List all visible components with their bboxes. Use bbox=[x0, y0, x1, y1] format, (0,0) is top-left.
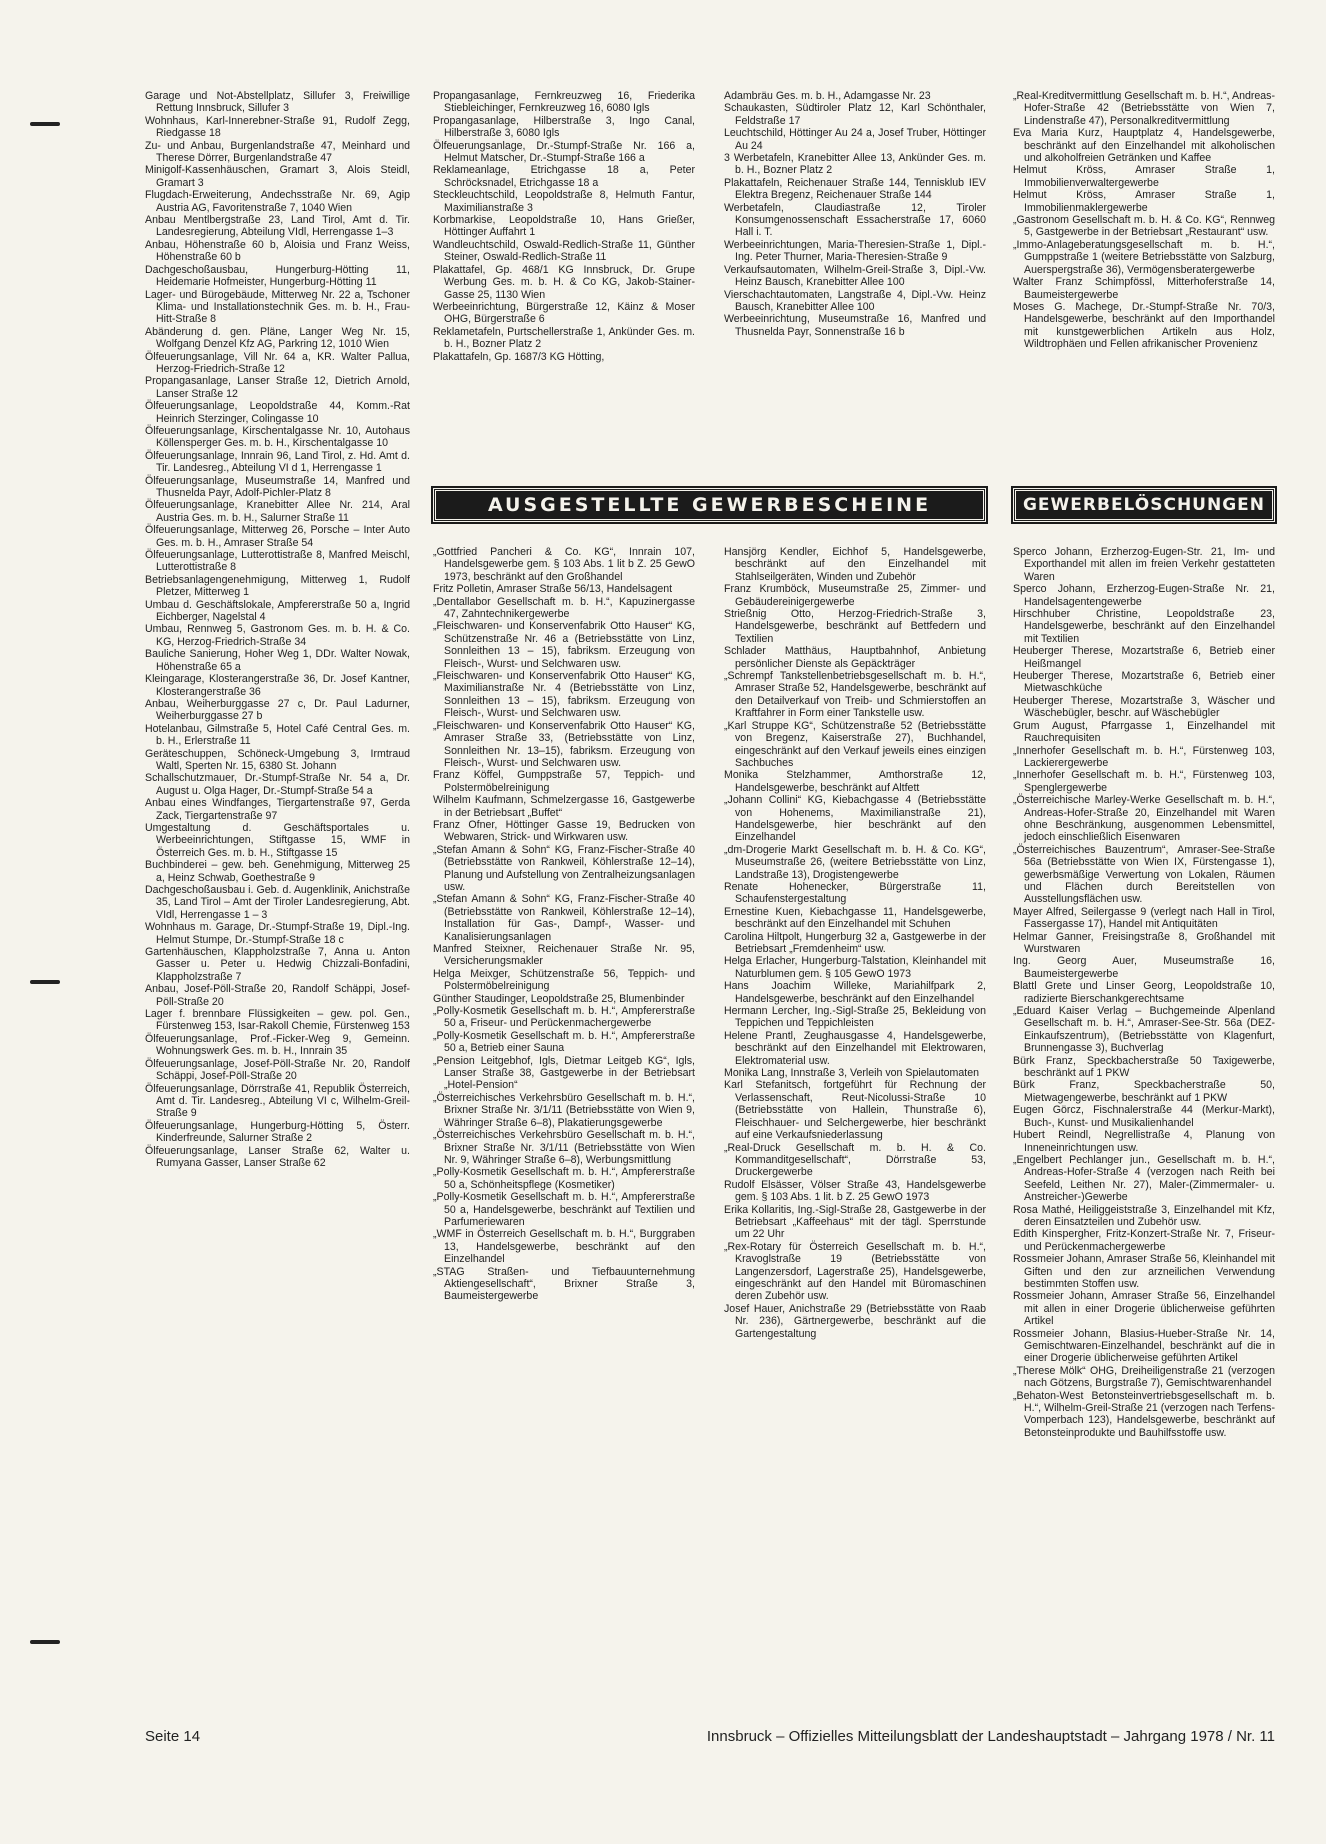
list-item: Ölfeuerungsanlage, Museumstraße 14, Manfred und Thusnelda Payr, Adolf-Pichler-Platz 8 bbox=[145, 474, 410, 499]
list-item: Sperco Johann, Erzherzog-Eugen-Str. 21, Im- und Exporthandel mit allen im freien Verkehr gestatteten Waren bbox=[1013, 546, 1275, 583]
list-item: Helmar Ganner, Freisingstraße 8, Großhandel mit Wurstwaren bbox=[1013, 930, 1275, 955]
list-item: Reklameanlage, Etrichgasse 18 a, Peter Schröcksnadel, Etrichgasse 18 a bbox=[433, 164, 695, 189]
list-item: „Therese Mölk“ OHG, Dreiheiligenstraße 21 (verzogen nach Götzens, Burgstraße 7), Gemischtwarenhandel bbox=[1013, 1364, 1275, 1390]
margin-mark-top bbox=[30, 122, 60, 126]
list-item: „WMF in Österreich Gesellschaft m. b. H.“, Burggraben 13, Handelsgewerbe, beschränkt auf den Einzelhandel bbox=[433, 1228, 695, 1266]
list-item: Flugdach-Erweiterung, Andechsstraße Nr. 69, Agip Austria AG, Favoritenstraße 7, 1040 Wien bbox=[145, 189, 410, 214]
list-item: „Schrempf Tankstellenbetriebsgesellschaft m. b. H.“, Amraser Straße 52, Handelsgewerbe, beschränkt auf den Detailverkauf von Treib- und Schmierstoffen an Kraftfahrer in Form einer Tankstelle usw. bbox=[724, 670, 986, 720]
list-item: Plakattafeln, Reichenauer Straße 144, Tennisklub IEV Elektra Bregenz, Reichenauer Straße 144 bbox=[724, 176, 986, 202]
list-item: Rosa Mathé, Heiliggeiststraße 3, Einzelhandel mit Kfz, deren Einsatzteilen und Zubehör usw. bbox=[1013, 1203, 1275, 1228]
list-item: Steckleuchtschild, Leopoldstraße 8, Helmuth Fantur, Maximilianstraße 3 bbox=[433, 189, 695, 214]
list-item: „Polly-Kosmetik Gesellschaft m. b. H.“, Ampfererstraße 50 a, Schönheitspflege (Kosmetiker) bbox=[433, 1166, 695, 1191]
list-item: Hermann Lercher, Ing.-Sigl-Straße 25, Bekleidung von Teppichen und Teppichleisten bbox=[724, 1005, 986, 1030]
list-item: „Behaton-West Betonsteinvertriebsgesellschaft m. b. H.“, Wilhelm-Greil-Straße 21 (verzogen nach Terfens-Vomperbach 123), Handelsgewerbe, beschränkt auf Betonsteinprodukte und Bauhilfsstoffe usw. bbox=[1013, 1389, 1275, 1439]
list-item: Heuberger Therese, Mozartstraße 6, Betrieb einer Mietwaschküche bbox=[1013, 670, 1275, 695]
list-item: Mayer Alfred, Seilergasse 9 (verlegt nach Hall in Tirol, Fassergasse 17), Handel mit Antiquitäten bbox=[1013, 905, 1275, 931]
list-item: Rossmeier Johann, Amraser Straße 56, Kleinhandel mit Giften und den zur arzneilichen Verwendung bestimmten Stoffen usw. bbox=[1013, 1253, 1275, 1290]
list-item: Bürk Franz, Speckbacherstraße 50, Mietwagengewerbe, beschränkt auf 1 PKW bbox=[1013, 1079, 1275, 1104]
list-item: Edith Kinspergher, Fritz-Konzert-Straße Nr. 7, Friseur- und Perückenmachergewerbe bbox=[1013, 1228, 1275, 1253]
list-item: Ölfeuerungsanlage, Hungerburg-Hötting 5, Österr. Kinderfreunde, Salurner Straße 2 bbox=[145, 1119, 410, 1145]
list-item: Ölfeuerungsanlage, Josef-Pöll-Straße Nr. 20, Randolf Schäppi, Josef-Pöll-Straße 20 bbox=[145, 1057, 410, 1083]
list-item: „Stefan Amann & Sohn“ KG, Franz-Fischer-Straße 40 (Betriebsstätte von Rankweil, Köhlerstraße 12–14), Installation für Gas-, Dampf-, Wasser- und Kanalisierungsanlagen bbox=[433, 893, 695, 943]
list-item: Schlader Matthäus, Hauptbahnhof, Anbietung persönlicher Dienste als Gepäckträger bbox=[724, 645, 986, 670]
list-item: Ölfeuerungsanlage, Lutterottistraße 8, Manfred Meischl, Lutterottistraße 8 bbox=[145, 549, 410, 574]
list-item: „Pension Leitgebhof, Igls, Dietmar Leitgeb KG“, Igls, Lanser Straße 38, Gastgewerbe in der Betriebsart „Hotel-Pension“ bbox=[433, 1054, 695, 1092]
list-item: Gartenhäuschen, Klappholzstraße 7, Anna u. Anton Gasser u. Peter u. Hedwig Chizzali-Bonfadini, Klappholzstraße 7 bbox=[145, 946, 410, 983]
list-item: Adambräu Ges. m. b. H., Adamgasse Nr. 23 bbox=[724, 90, 931, 102]
list-item: Ölfeuerungsanlage, Mitterweg 26, Porsche – Inter Auto Ges. m. b. H., Amraser Straße 54 bbox=[145, 524, 410, 549]
list-item: Wohnhaus m. Garage, Dr.-Stumpf-Straße 19, Dipl.-Ing. Helmut Stumpe, Dr.-Stumpf-Straße 18 c bbox=[145, 921, 410, 946]
list-item: Schaukasten, Südtiroler Platz 12, Karl Schönthaler, Feldstraße 17 bbox=[724, 102, 986, 127]
list-item: „Stefan Amann & Sohn“ KG, Franz-Fischer-Straße 40 (Betriebsstätte von Rankweil, Köhlerstraße 12–14), Planung und Aufstellung von Zentralheizungsanlagen usw. bbox=[433, 843, 695, 893]
list-item: Propangasanlage, Lanser Straße 12, Dietrich Arnold, Lanser Straße 12 bbox=[145, 375, 410, 400]
list-item: Heuberger Therese, Mozartstraße 3, Wäscher und Wäschebügler, beschr. auf Wäschebügler bbox=[1013, 694, 1275, 720]
list-item: Grum August, Pfarrgasse 1, Einzelhandel mit Rauchrequisiten bbox=[1013, 719, 1275, 745]
list-item: „Polly-Kosmetik Gesellschaft m. b. H.“, Ampfererstraße 50 a, Betrieb einer Sauna bbox=[433, 1029, 695, 1055]
list-item: „Innerhofer Gesellschaft m. b. H.“, Fürstenweg 103, Spenglergewerbe bbox=[1013, 769, 1275, 794]
column-4-bottom bbox=[1013, 546, 1275, 1439]
list-item: „Gastronom Gesellschaft m. b. H. & Co. KG“, Rennweg 5, Gastgewerbe in der Betriebsart „Restaurant“ usw. bbox=[1013, 214, 1275, 239]
list-item: „Karl Struppe KG“, Schützenstraße 52 (Betriebsstätte von Bregenz, Kaiserstraße 27), Buchhandel, eingeschränkt auf den Verkauf jeweils eines einzigen Sachbuches bbox=[724, 719, 986, 769]
list-item: „Rex-Rotary für Österreich Gesellschaft m. b. H.“, Kravoglstraße 19 (Betriebsstätte von Langenzersdorf, Lagerstraße 25), Handelsgewerbe, eingeschränkt auf den Handel mit Büromaschinen deren Zubehör usw. bbox=[724, 1240, 986, 1303]
list-item: Dachgeschoßausbau i. Geb. d. Augenklinik, Anichstraße 35, Land Tirol – Amt der Tiroler Landesregierung, Abt. VIdl, Herrengasse 1 – 3 bbox=[145, 884, 410, 921]
list-item: Ölfeuerungsanlage, Dr.-Stumpf-Straße Nr. 166 a, Helmut Matscher, Dr.-Stumpf-Straße 166 a bbox=[433, 139, 695, 165]
list-item: Rudolf Elsässer, Völser Straße 43, Handelsgewerbe gem. § 103 Abs. 1 lit. b Z. 25 GewO 1973 bbox=[724, 1178, 986, 1204]
list-item: Helene Prantl, Zeughausgasse 4, Handelsgewerbe, beschränkt auf den Einzelhandel mit Elektrowaren, Elektromaterial usw. bbox=[724, 1029, 986, 1067]
list-item: Manfred Steixner, Reichenauer Straße Nr. 95, Versicherungsmakler bbox=[433, 943, 695, 968]
list-item: Eva Maria Kurz, Hauptplatz 4, Handelsgewerbe, beschränkt auf den Einzelhandel mit alkoholischen und alkoholfreien Getränken und Kaffee bbox=[1013, 127, 1275, 165]
list-item: Ernestine Kuen, Kiebachgasse 11, Handelsgewerbe, beschränkt auf den Einzelhandel mit Schuhen bbox=[724, 905, 986, 931]
list-item: Moses G. Machege, Dr.-Stumpf-Straße Nr. 70/3, Handelsgewerbe, beschränkt auf den Importhandel mit kunstgewerblichen Artikeln aus Holz, Wildtrophäen und Fellen afrikanischer Provenienz bbox=[1013, 300, 1275, 351]
list-item: Ing. Georg Auer, Museumstraße 16, Baumeistergewerbe bbox=[1013, 955, 1275, 980]
list-item: Monika Stelzhammer, Amthorstraße 12, Handelsgewerbe, beschränkt auf Altfett bbox=[724, 769, 986, 794]
list-item: Helga Meixger, Schützenstraße 56, Teppich- und Polstermöbelreinigung bbox=[433, 967, 695, 993]
list-item: Carolina Hiltpolt, Hungerburg 32 a, Gastgewerbe in der Betriebsart „Fremdenheim“ usw. bbox=[724, 930, 986, 955]
column-3-top bbox=[724, 90, 986, 338]
column-4-top bbox=[1013, 90, 1275, 351]
list-item: Ölfeuerungsanlage, Lanser Straße 62, Walter u. Rumyana Gasser, Lanser Straße 62 bbox=[145, 1144, 410, 1169]
list-item: Buchbinderei – gew. beh. Genehmigung, Mitterweg 25 a, Heinz Schwab, Goethestraße 9 bbox=[145, 859, 410, 884]
list-item: „Österreichisches Verkehrsbüro Gesellschaft m. b. H.“, Brixner Straße Nr. 3/1/11 (Betriebsstätte von Wien Nr. 9, Währinger Straße 6–8), Werbungsmittlung bbox=[433, 1129, 695, 1166]
list-item: Hirschhuber Christine, Leopoldstraße 23, Handelsgewerbe, beschränkt auf den Einzelhandel mit Textilien bbox=[1013, 608, 1275, 645]
list-item: „Real-Kreditvermittlung Gesellschaft m. b. H.“, Andreas-Hofer-Straße 42 (Betriebsstätte von Wien 7, Lindenstraße 47), Personalkreditvermittlung bbox=[1013, 90, 1275, 127]
list-item: Verkaufsautomaten, Wilhelm-Greil-Straße 3, Dipl.-Vw. Heinz Bausch, Kranebitter Allee 100 bbox=[724, 263, 986, 289]
masthead: Innsbruck – Offizielles Mitteilungsblatt der Landeshauptstadt – Jahrgang 1978 / Nr. 11 bbox=[706, 1728, 1275, 1745]
list-item: Abänderung d. gen. Pläne, Langer Weg Nr. 15, Wolfgang Denzel Kfz AG, Parkring 12, 1010 Wien bbox=[145, 325, 410, 351]
list-item: Werbeeinrichtung, Bürgerstraße 12, Käinz & Moser OHG, Bürgerstraße 6 bbox=[433, 300, 695, 326]
list-item: Ölfeuerungsanlage, Innrain 96, Land Tirol, z. Hd. Amt d. Tir. Landesreg., Abteilung VI d 1, Herrengasse 1 bbox=[145, 449, 410, 475]
list-item: „Polly-Kosmetik Gesellschaft m. b. H.“, Ampfererstraße 50 a, Friseur- und Perückenmachergewerbe bbox=[433, 1005, 695, 1030]
list-item: Anbau, Höhenstraße 60 b, Aloisia und Franz Weiss, Höhenstraße 60 b bbox=[145, 238, 410, 264]
list-item: Monika Lang, Innstraße 3, Verleih von Spielautomaten bbox=[724, 1067, 979, 1080]
list-item: Ölfeuerungsanlage, Vill Nr. 64 a, KR. Walter Pallua, Herzog-Friedrich-Straße 12 bbox=[145, 350, 410, 375]
list-item: Dachgeschoßausbau, Hungerburg-Hötting 11, Heidemarie Hofmeister, Hungerburg-Hötting 11 bbox=[145, 263, 410, 289]
list-item: Anbau eines Windfanges, Tiergartenstraße 97, Gerda Zack, Tiergartenstraße 97 bbox=[145, 797, 410, 822]
list-item: „Österreichische Marley-Werke Gesellschaft m. b. H.“, Andreas-Hofer-Straße 20, Einzelhandel mit Waren ohne Beschränkung, ausgenommen Lebensmittel, jedoch einschließlich Eisenwaren bbox=[1013, 794, 1275, 844]
list-item: Plakattafel, Gp. 468/1 KG Innsbruck, Dr. Grupe Werbung Ges. m. b. H. & Co KG, Jakob-Stainer-Gasse 25, 1130 Wien bbox=[433, 263, 695, 301]
list-item: Hansjörg Kendler, Eichhof 5, Handelsgewerbe, beschränkt auf den Einzelhandel mit Stahlseilgeräten, Winden und Zubehör bbox=[724, 546, 986, 583]
list-item: Ölfeuerungsanlage, Prof.-Ficker-Weg 9, Gemeinn. Wohnungswerk Ges. m. b. H., Innrain 35 bbox=[145, 1032, 410, 1058]
list-item: Plakattafeln, Gp. 1687/3 KG Hötting, bbox=[433, 350, 605, 363]
list-item: „Österreichisches Verkehrsbüro Gesellschaft m. b. H.“, Brixner Straße Nr. 3/1/11 (Betriebsstätte von Wien 9, Währinger Straße 6–8), Plakatierungsgewerbe bbox=[433, 1091, 695, 1129]
list-item: Anbau, Weiherburggasse 27 c, Dr. Paul Ladurner, Weiherburggasse 27 b bbox=[145, 697, 410, 723]
column-3-bottom bbox=[724, 546, 986, 1340]
column-1 bbox=[145, 90, 410, 1169]
list-item: Franz Köffel, Gumppstraße 57, Teppich- und Polstermöbelreinigung bbox=[433, 769, 695, 794]
list-item: Umbau d. Geschäftslokale, Ampfererstraße 50 a, Ingrid Eichberger, Nagelstal 4 bbox=[145, 598, 410, 624]
list-item: „Gottfried Pancheri & Co. KG“, Innrain 107, Handelsgewerbe gem. § 103 Abs. 1 lit b Z. 25 GewO 1973, beschränkt auf den Großhandel bbox=[433, 546, 695, 583]
list-item: Erika Kollaritis, Ing.-Sigl-Straße 28, Gastgewerbe in der Betriebsart „Kaffeehaus“ mit der tägl. Sperrstunde um 22 Uhr bbox=[724, 1203, 986, 1241]
list-item: Bauliche Sanierung, Hoher Weg 1, DDr. Walter Nowak, Höhenstraße 65 a bbox=[145, 648, 410, 673]
list-item: Leuchtschild, Höttinger Au 24 a, Josef Truber, Höttinger Au 24 bbox=[724, 127, 986, 152]
list-item: Rossmeier Johann, Amraser Straße 56, Einzelhandel mit allen in einer Drogerie üblicherweise geführten Artikel bbox=[1013, 1290, 1275, 1328]
list-item: „Immo-Anlageberatungsgesellschaft m. b. H.“, Gumppstraße 1 (weitere Betriebsstätte von Salzburg, Auerspergstraße 36), Vermögensberatergewerbe bbox=[1013, 238, 1275, 276]
list-item: Ölfeuerungsanlage, Kranebitter Allee Nr. 214, Aral Austria Ges. m. b. H., Salurner Straße 11 bbox=[145, 499, 410, 524]
list-item: Betriebsanlagengenehmigung, Mitterweg 1, Rudolf Pletzer, Mitterweg 1 bbox=[145, 573, 410, 599]
list-item: Ölfeuerungsanlage, Leopoldstraße 44, Komm.-Rat Heinrich Sterzinger, Colingasse 10 bbox=[145, 400, 410, 425]
list-item: Günther Staudinger, Leopoldstraße 25, Blumenbinder bbox=[433, 992, 685, 1005]
list-item: Walter Franz Schimpfössl, Mitterhoferstraße 14, Baumeistergewerbe bbox=[1013, 276, 1275, 301]
list-item: „Fleischwaren- und Konservenfabrik Otto Hauser“ KG, Schützenstraße Nr. 46 a (Betriebsstätte von Linz, Sonnleithen 13 – 15), fabriksm. Erzeugung von Fleisch-, Wurst- und Selchwaren usw. bbox=[433, 620, 695, 670]
list-item: Zu- und Anbau, Burgenlandstraße 47, Meinhard und Therese Dörrer, Burgenlandstraße 47 bbox=[145, 139, 410, 165]
list-item: Wandleuchtschild, Oswald-Redlich-Straße 11, Günther Steiner, Oswald-Redlich-Straße 11 bbox=[433, 238, 695, 264]
list-item: „Eduard Kaiser Verlag – Buchgemeinde Alpenland Gesellschaft m. b. H.“, Amraser-See-Str. 56a (DEZ-Einkaufszentrum), (Betriebsstätte von Klagenfurt, Brunnengasse 3), Buchverlag bbox=[1013, 1005, 1275, 1055]
list-item: „Fleischwaren- und Konservenfabrik Otto Hauser“ KG, Amraser Straße 33, (Betriebsstätte von Linz, Sonnleithen Nr. 13–15), fabriksm. Erzeugung von Fleisch-, Wurst- und Selchwaren usw. bbox=[433, 719, 695, 769]
list-item: „Dentallabor Gesellschaft m. b. H.“, Kapuzinergasse 47, Zahntechnikergewerbe bbox=[433, 595, 695, 621]
heading-issued-licenses: AUSGESTELLTE GEWERBESCHEINE bbox=[433, 488, 986, 522]
margin-mark-middle bbox=[30, 980, 60, 984]
list-item: „Österreichisches Bauzentrum“, Amraser-See-Straße 56a (Betriebsstätte von Wien IX, Fürstengasse 1), gewerbsmäßige Verwertung von Lokalen, Räumen und Flächen durch Bereitstellen von Ausstellungsflächen usw. bbox=[1013, 843, 1275, 906]
list-item: Werbeeinrichtungen, Maria-Theresien-Straße 1, Dipl.-Ing. Peter Thurner, Maria-Theresien-Straße 9 bbox=[724, 238, 986, 264]
list-item: Wilhelm Kaufmann, Schmelzergasse 16, Gastgewerbe in der Betriebsart „Buffet“ bbox=[433, 794, 695, 819]
list-item: „STAG Straßen- und Tiefbauunternehmung Aktiengesellschaft“, Brixner Straße 3, Baumeistergewerbe bbox=[433, 1265, 695, 1303]
list-item: Propangasanlage, Hilberstraße 3, Ingo Canal, Hilberstraße 3, 6080 Igls bbox=[433, 114, 695, 140]
list-item: Anbau Mentlbergstraße 23, Land Tirol, Amt d. Tir. Landesregierung, Abteilung VIdl, Herrengasse 1–3 bbox=[145, 214, 410, 239]
list-item: „Fleischwaren- und Konservenfabrik Otto Hauser“ KG, Maximilianstraße Nr. 4 (Betriebsstätte von Linz, Sonnleithen 13 – 15), fabriksm. Erzeugung von Fleisch-, Wurst- und Selchwaren usw. bbox=[433, 670, 695, 720]
list-item: Kleingarage, Klosterangerstraße 36, Dr. Josef Kantner, Klosterangerstraße 36 bbox=[145, 673, 410, 698]
list-item: Umgestaltung d. Geschäftsportales u. Werbeeinrichtungen, Stiftgasse 15, WMF in Österreich Ges. m. b. H., Stiftgasse 15 bbox=[145, 821, 410, 859]
list-item: Werbeeinrichtung, Museumstraße 16, Manfred und Thusnelda Payr, Sonnenstraße 16 b bbox=[724, 313, 986, 338]
list-item: Bürk Franz, Speckbacherstraße 50 Taxigewerbe, beschränkt auf 1 PKW bbox=[1013, 1054, 1275, 1080]
list-item: Wohnhaus, Karl-Innerebner-Straße 91, Rudolf Zegg, Riedgasse 18 bbox=[145, 114, 410, 140]
list-item: Franz Ofner, Höttinger Gasse 19, Bedrucken von Webwaren, Strick- und Wirkwaren usw. bbox=[433, 818, 695, 844]
list-item: Hubert Reindl, Negrellistraße 4, Planung von Inneneinrichtungen usw. bbox=[1013, 1129, 1275, 1154]
page-number: Seite 14 bbox=[145, 1728, 201, 1745]
list-item: Josef Hauer, Anichstraße 29 (Betriebsstätte von Raab Nr. 236), Gärtnergewerbe, beschränkt auf die Gartengestaltung bbox=[724, 1302, 986, 1340]
column-2-top bbox=[433, 90, 695, 363]
list-item: Helga Erlacher, Hungerburg-Talstation, Kleinhandel mit Naturblumen gem. § 105 GewO 1973 bbox=[724, 955, 986, 980]
list-item: Strießnig Otto, Herzog-Friedrich-Straße 3, Handelsgewerbe, beschränkt auf Bettfedern und Textilien bbox=[724, 608, 986, 645]
column-2-bottom bbox=[433, 546, 695, 1303]
list-item: Ölfeuerungsanlage, Dörrstraße 41, Republik Österreich, Amt d. Tir. Landesreg., Abteilung VI c, Wilhelm-Greil-Straße 9 bbox=[145, 1082, 410, 1120]
list-item: Ölfeuerungsanlage, Kirschentalgasse Nr. 10, Autohaus Köllensperger Ges. m. b. H., Kirschentalgasse 10 bbox=[145, 424, 410, 450]
list-item: Lager f. brennbare Flüssigkeiten – gew. pol. Gen., Fürstenweg 153, Isar-Rakoll Chemie, Fürstenweg 153 bbox=[145, 1008, 410, 1033]
list-item: „Johann Collini“ KG, Kiebachgasse 4 (Betriebsstätte von Hohenems, Maximilianstraße 21), Handelsgewerbe, hier beschränkt auf den Einzelhandel bbox=[724, 794, 986, 844]
list-item: Lager- und Bürogebäude, Mitterweg Nr. 22 a, Tschoner Klima- und Installationstechnik Ges. m. b. H., Frau-Hitt-Straße 8 bbox=[145, 288, 410, 326]
list-item: „Polly-Kosmetik Gesellschaft m. b. H.“, Ampfererstraße 50 a, Handelsgewerbe, beschränkt auf Textilien und Parfumeriewaren bbox=[433, 1191, 695, 1228]
margin-mark-bottom bbox=[30, 1640, 60, 1644]
list-item: Franz Krumböck, Museumstraße 25, Zimmer- und Gebäudereinigergewerbe bbox=[724, 583, 986, 608]
list-item: Geräteschuppen, Schöneck-Umgebung 3, Irmtraud Waltl, Sperten Nr. 15, 6380 St. Johann bbox=[145, 747, 410, 772]
list-item: „dm-Drogerie Markt Gesellschaft m. b. H. & Co. KG“, Museumstraße 26, (weitere Betriebsstätte von Linz, Landstraße 13), Drogistengewerbe bbox=[724, 843, 986, 881]
list-item: Sperco Johann, Erzherzog-Eugen-Straße Nr. 21, Handelsagentengewerbe bbox=[1013, 583, 1275, 608]
list-item: „Real-Druck Gesellschaft m. b. H. & Co. Kommanditgesellschaft“, Dörrstraße 53, Druckergewerbe bbox=[724, 1141, 986, 1179]
list-item: Rossmeier Johann, Blasius-Hueber-Straße Nr. 14, Gemischtwaren-Einzelhandel, beschränkt auf die in einer Drogerie üblicherweise geführten Artikel bbox=[1013, 1327, 1275, 1365]
list-item: Hans Joachim Willeke, Mariahilfpark 2, Handelsgewerbe, beschränkt auf den Einzelhandel bbox=[724, 980, 986, 1005]
list-item: Heuberger Therese, Mozartstraße 6, Betrieb einer Heißmangel bbox=[1013, 645, 1275, 670]
list-item: Fritz Polletin, Amraser Straße 56/13, Handelsagent bbox=[433, 583, 673, 596]
list-item: Karl Stefanitsch, fortgeführt für Rechnung der Verlassenschaft, Reut-Nicolussi-Straße 10 (Betriebsstätte von Hallein, Thunstraße 6), Fleischhauer- und Selchergewerbe, hier beschränkt auf eine Verkaufsniederlassung bbox=[724, 1079, 986, 1142]
list-item: Renate Hohenecker, Bürgerstraße 11, Schaufenstergestaltung bbox=[724, 880, 986, 906]
list-item: Werbetafeln, Claudiastraße 12, Tiroler Konsumgenossenschaft Essacherstraße 17, 6060 Hall i. T. bbox=[724, 201, 986, 239]
list-item: Schallschutzmauer, Dr.-Stumpf-Straße Nr. 54 a, Dr. August u. Olga Hager, Dr.-Stumpf-Straße 54 a bbox=[145, 772, 410, 797]
list-item: Korbmarkise, Leopoldstraße 10, Hans Grießer, Höttinger Auffahrt 1 bbox=[433, 214, 695, 239]
list-item: „Innerhofer Gesellschaft m. b. H.“, Fürstenweg 103, Lackierergewerbe bbox=[1013, 744, 1275, 769]
list-item: Umbau, Rennweg 5, Gastronom Ges. m. b. H. & Co. KG, Herzog-Friedrich-Straße 34 bbox=[145, 623, 410, 648]
list-item: Eugen Görcz, Fischnalerstraße 44 (Merkur-Markt), Buch-, Kunst- und Musikalienhandel bbox=[1013, 1104, 1275, 1129]
list-item: Garage und Not-Abstellplatz, Sillufer 3, Freiwillige Rettung Innsbruck, Sillufer 3 bbox=[145, 90, 410, 115]
list-item: Reklametafeln, Purtschellerstraße 1, Ankünder Ges. m. b. H., Bozner Platz 2 bbox=[433, 325, 695, 351]
list-item: Anbau, Josef-Pöll-Straße 20, Randolf Schäppi, Josef-Pöll-Straße 20 bbox=[145, 983, 410, 1008]
list-item: Blattl Grete und Linser Georg, Leopoldstraße 10, radizierte Bierschankgerechtsame bbox=[1013, 980, 1275, 1005]
list-item: Minigolf-Kassenhäuschen, Gramart 3, Alois Steidl, Gramart 3 bbox=[145, 164, 410, 189]
list-item: Helmut Kröss, Amraser Straße 1, Immobilienverwaltergewerbe bbox=[1013, 164, 1275, 189]
list-item: „Engelbert Pechlanger jun., Gesellschaft m. b. H.“, Andreas-Hofer-Straße 4 (verzogen nach Reith bei Seefeld, Leithen Nr. 27), Maler-(Zimmermaler- u. Anstreicher-)Gewerbe bbox=[1013, 1153, 1275, 1204]
list-item: 3 Werbetafeln, Kranebitter Allee 13, Ankünder Ges. m. b. H., Bozner Platz 2 bbox=[724, 152, 986, 177]
list-item: Helmut Kröss, Amraser Straße 1, Immobilienmaklergewerbe bbox=[1013, 189, 1275, 214]
list-item: Hotelanbau, Gilmstraße 5, Hotel Café Central Ges. m. b. H., Erlerstraße 11 bbox=[145, 722, 410, 748]
list-item: Propangasanlage, Fernkreuzweg 16, Friederika Stiebleichinger, Fernkreuzweg 16, 6080 Igls bbox=[433, 90, 695, 115]
list-item: Vierschachtautomaten, Langstraße 4, Dipl.-Vw. Heinz Bausch, Kranebitter Allee 100 bbox=[724, 288, 986, 313]
heading-license-deletions: GEWERBELÖSCHUNGEN bbox=[1013, 488, 1275, 522]
